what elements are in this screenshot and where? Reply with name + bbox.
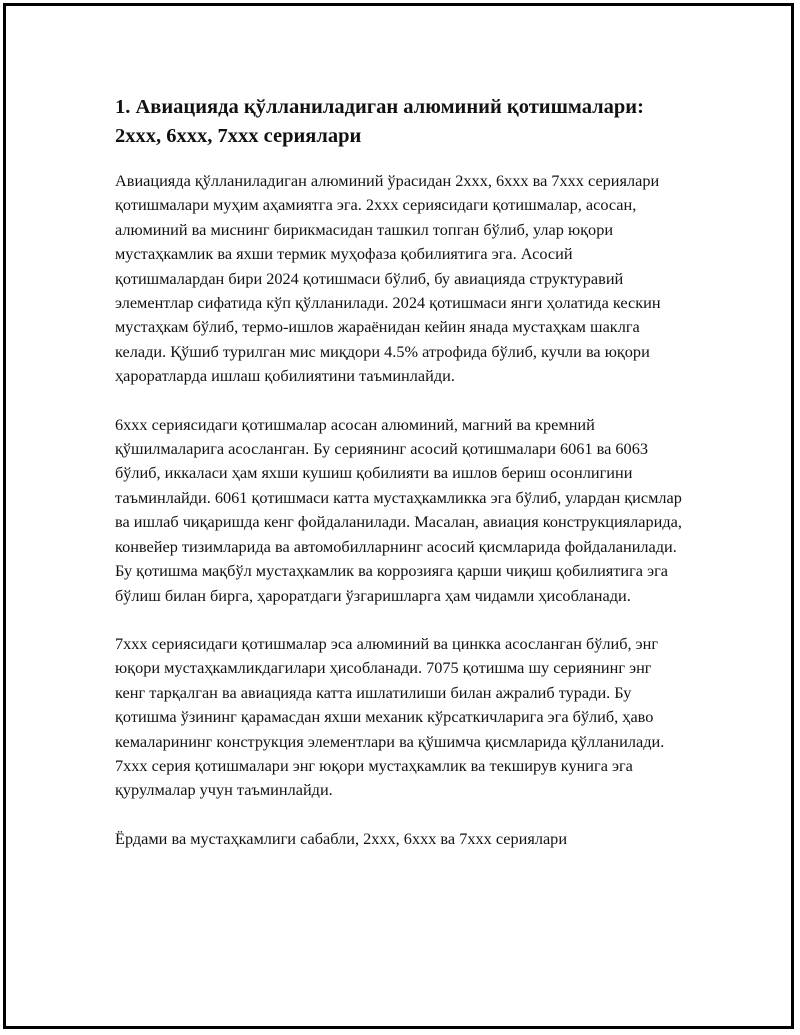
paragraph-conclusion: Ёрдами ва мустаҳкамлиги сабабли, 2xxx, 6xxx ва 7xxx сериялари bbox=[115, 828, 568, 848]
paragraph-2xxx-series: Авиацияда қўлланиладиган алюминий ўрасидан 2xxx, 6xxx ва 7xxx сериялари қотишмалари муҳим аҳамиятга эга. 2xxx сериясидаги қотишмалар, асосан, алюминий ва миснинг бирикмасидан ташкил топган бўлиб, улар юқори мустаҳкамлик ва яхши термик муҳофаза қобилиятига эга. Асосий қотишмалардан бири 2024 қотишмаси бўлиб, бу авиацияда структуравий элементлар сифатида кўп қўлланилади. 2024 қотишмаси янги ҳолатида кескин мустаҳкам бўлиб, термо-ишлов жараёнидан кейин янада мустаҳкам шаклга келади. Қўшиб турилган мис миқдори 4.5% атрофида бўлиб, кучли ва юқори ҳароратларда ишлаш қобилиятини таъминлайди. bbox=[115, 171, 661, 386]
section-heading: 1. Авиацияда қўлланиладиган алюминий қотишмалари: 2xxx, 6xxx, 7xxx сериялари bbox=[115, 96, 644, 147]
paragraph-7xxx-series: 7xxx сериясидаги қотишмалар эса алюминий ва цинкка асосланган бўлиб, энг юқори мустаҳкамликдагилари ҳисобланади. 7075 қотишма шу сериянинг энг кенг тарқалган ва авиацияда катта ишлатилиши билан ажралиб туради. Бу қотишма ўзининг қарамасдан яхши механик кўрсаткичларига эга бўлиб, ҳаво кемаларининг конструкция элементлари ва қўшимча қисмларида қўлланилади. 7xxx серия қотишмалари энг юқори мустаҳкамлик ва текширув кунига эга қурулмалар учун таъминлайди. bbox=[115, 633, 665, 800]
paragraph-6xxx-series: 6xxx сериясидаги қотишмалар асосан алюминий, магний ва кремний қўшилмаларига асосланган. Бу сериянинг асосий қотишмалари 6061 ва 6063 бўлиб, иккаласи ҳам яхши кушиш қобилияти ва ишлов бериш осонлигини таъминлайди. 6061 қотишмаси катта мустаҳкамликка эга бўлиб, улардан қисмлар ва ишлаб чиқаришда кенг фойдаланилади. Масалан, авиация конструкцияларида, конвейер тизимларида ва автомобилларнинг асосий қисмларида фойдаланилади. Бу қотишма мақбўл мустаҳкамлик ва коррозияга қарши чиқиш қобилиятига эга бўлиш билан бирга, ҳароратдаги ўзгаришларга ҳам чидамли ҳисобланади. bbox=[115, 414, 682, 605]
document-body bbox=[115, 93, 685, 875]
